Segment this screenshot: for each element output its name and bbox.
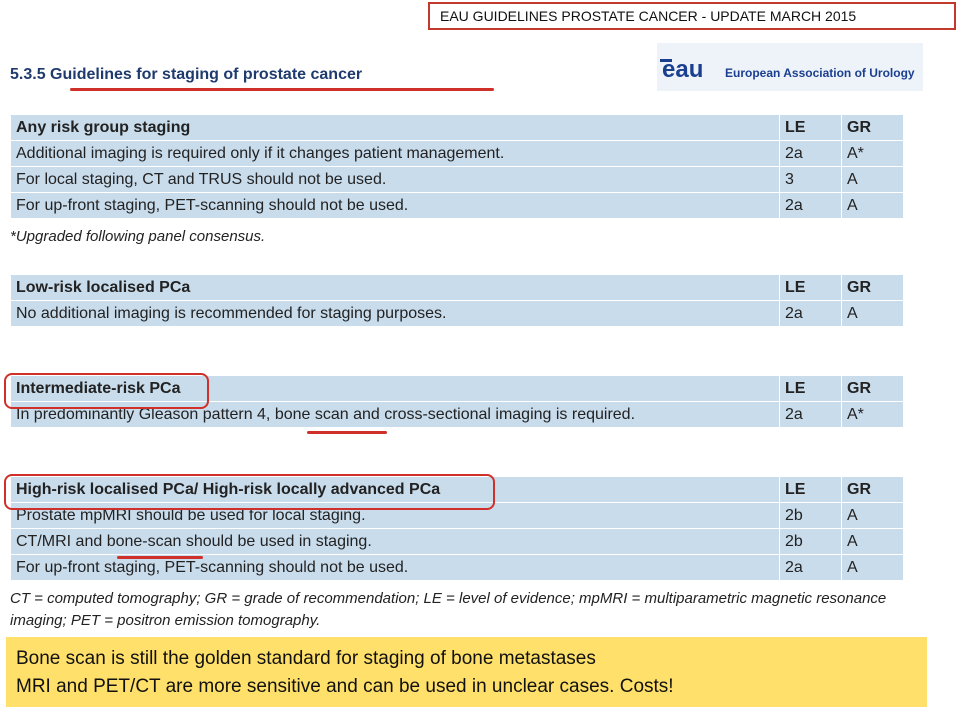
- row-text: In predominantly Gleason pattern 4, bone scan and cross-sectional imaging is required.: [11, 402, 780, 428]
- row-gr: A: [842, 193, 904, 219]
- section-title: 5.3.5 Guidelines for staging of prostate cancer: [10, 66, 363, 83]
- eau-logo: [657, 43, 923, 91]
- table-row: [11, 141, 904, 167]
- table-header-row: [11, 275, 904, 301]
- table-header-label: Intermediate-risk PCa: [11, 376, 780, 402]
- takeaway-callout: [6, 637, 927, 707]
- table-header-le: LE: [780, 275, 842, 301]
- table-header-gr: GR: [842, 376, 904, 402]
- row-text: Additional imaging is required only if it changes patient management.: [11, 141, 780, 167]
- table-header-label: Low-risk localised PCa: [11, 275, 780, 301]
- row-le: 2b: [780, 503, 842, 529]
- table-row: [11, 167, 904, 193]
- svg-text:eau: eau: [662, 56, 704, 83]
- table-header-gr: GR: [842, 477, 904, 503]
- intermediate-risk-highlight: [4, 373, 209, 409]
- row-gr: A*: [842, 141, 904, 167]
- row-text: CT/MRI and bone-scan should be used in staging.: [11, 529, 780, 555]
- bone-scan-underline: [117, 556, 203, 559]
- title-underline: [70, 88, 494, 91]
- eau-logo-mark-icon: [657, 43, 727, 91]
- table-header-row: [11, 115, 904, 141]
- guideline-banner: EAU GUIDELINES PROSTATE CANCER - UPDATE MARCH 2015: [428, 2, 956, 30]
- table-header-label: High-risk localised PCa/ High-risk locally advanced PCa: [11, 477, 780, 503]
- row-gr: A*: [842, 402, 904, 428]
- callout-line-2: MRI and PET/CT are more sensitive and can be used in unclear cases. Costs!: [16, 676, 674, 697]
- row-le: 2a: [780, 402, 842, 428]
- table-header-le: LE: [780, 477, 842, 503]
- row-le: 2a: [780, 193, 842, 219]
- table-header-gr: GR: [842, 115, 904, 141]
- callout-line-1: Bone scan is still the golden standard for staging of bone metastases: [16, 648, 596, 669]
- table-row: [11, 193, 904, 219]
- row-text: For local staging, CT and TRUS should not be used.: [11, 167, 780, 193]
- row-le: 2b: [780, 529, 842, 555]
- table-header-gr: GR: [842, 275, 904, 301]
- row-gr: A: [842, 555, 904, 581]
- row-text: Prostate mpMRI should be used for local staging.: [11, 503, 780, 529]
- row-gr: A: [842, 529, 904, 555]
- row-gr: A: [842, 503, 904, 529]
- table-row: [11, 529, 904, 555]
- table-header-label: Any risk group staging: [11, 115, 780, 141]
- logo-text: European Association of Urology: [725, 66, 915, 80]
- row-text: No additional imaging is recommended for staging purposes.: [11, 301, 780, 327]
- row-le: 2a: [780, 141, 842, 167]
- upgraded-note: *Upgraded following panel consensus.: [10, 228, 266, 245]
- row-le: 3: [780, 167, 842, 193]
- table-any-risk: [10, 114, 904, 219]
- table-header-le: LE: [780, 115, 842, 141]
- bone-scan-underline: [307, 431, 387, 434]
- table-header-le: LE: [780, 376, 842, 402]
- row-gr: A: [842, 301, 904, 327]
- high-risk-highlight: [4, 474, 495, 510]
- table-row: [11, 301, 904, 327]
- row-le: 2a: [780, 555, 842, 581]
- row-gr: A: [842, 167, 904, 193]
- row-text: For up-front staging, PET-scanning should not be used.: [11, 193, 780, 219]
- row-text: For up-front staging, PET-scanning should not be used.: [11, 555, 780, 581]
- table-low-risk: [10, 274, 904, 327]
- row-le: 2a: [780, 301, 842, 327]
- abbreviations-note: CT = computed tomography; GR = grade of recommendation; LE = level of evidence; mpMRI = multiparametric magnetic resonance imaging; PET = positron emission tomography.: [10, 590, 887, 629]
